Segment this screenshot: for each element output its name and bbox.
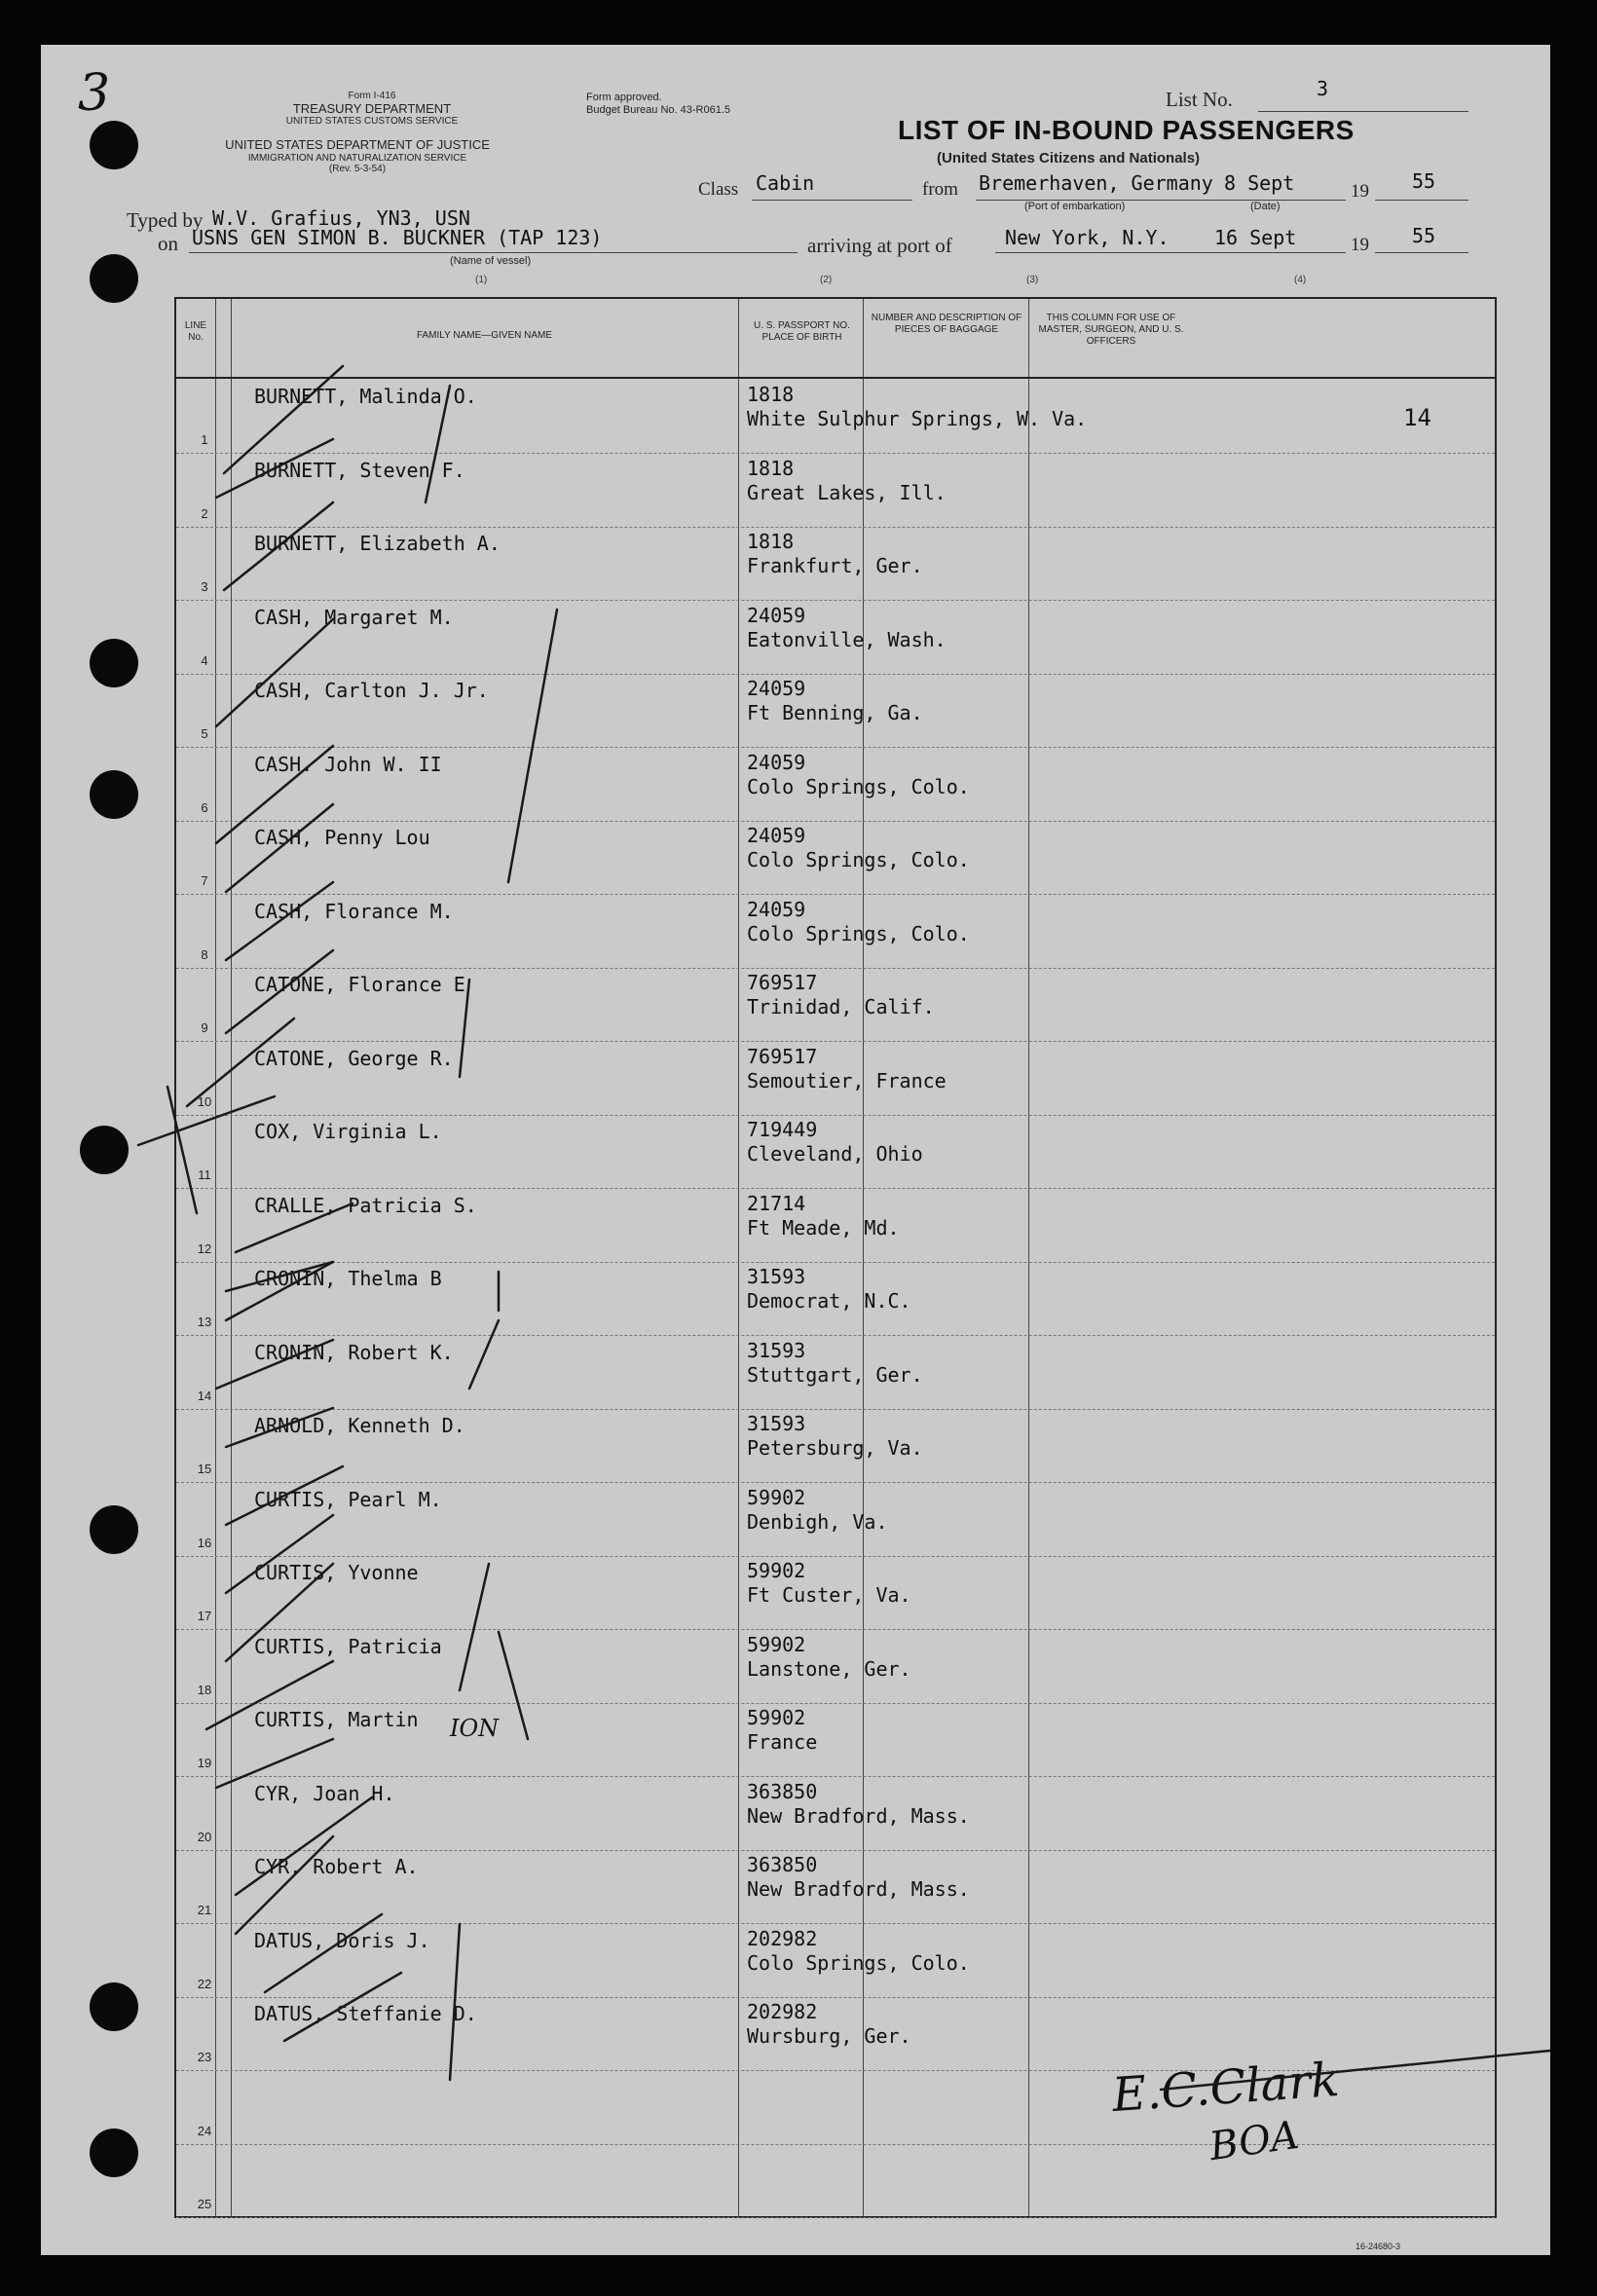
passenger-table: [174, 297, 1497, 2218]
line-number: 24: [197, 2123, 212, 2138]
list-subtitle: (United States Citizens and Nationals): [937, 150, 1201, 167]
line-number: 6: [201, 799, 208, 815]
column-number-1: (1): [475, 275, 488, 285]
header-passport: U. S. PASSPORT NO. PLACE OF BIRTH: [754, 320, 850, 343]
passport-number: 1818: [747, 456, 795, 480]
from-label: from: [922, 179, 958, 200]
line-number: 2: [201, 505, 208, 521]
arrival-year-prefix: 19: [1351, 235, 1369, 255]
header-officers: THIS COLUMN FOR USE OF MASTER, SURGEON, AND U. S. OFFICERS: [1038, 313, 1184, 347]
form-approved: Form approved.: [586, 92, 662, 103]
passenger-name: DATUS, Doris J.: [254, 1928, 430, 1952]
place-of-birth: Wursburg, Ger.: [747, 2024, 911, 2048]
punch-hole: [80, 1126, 129, 1174]
footer-code: 16-24680-3: [1356, 2241, 1401, 2251]
embarkation-port: Bremerhaven, Germany: [979, 171, 1213, 195]
ins-service: IMMIGRATION AND NATURALIZATION SERVICE: [247, 152, 467, 164]
passport-number: 59902: [747, 1706, 806, 1729]
table-row: [176, 1335, 1495, 1410]
passport-number: 31593: [747, 1412, 806, 1435]
passenger-name: CURTIS, Yvonne: [254, 1561, 419, 1584]
passenger-name: CRONIN, Thelma B: [254, 1267, 442, 1290]
passenger-name: DATUS, Steffanie D.: [254, 2002, 477, 2025]
date-caption: (Date): [1250, 201, 1281, 212]
place-of-birth: Ft Meade, Md.: [747, 1215, 900, 1240]
vessel-caption: (Name of vessel): [450, 255, 532, 267]
place-of-birth: Colo Springs, Colo.: [747, 1950, 970, 1975]
table-row: [176, 600, 1495, 675]
passport-number: 1818: [747, 383, 795, 406]
arrival-year: 55: [1412, 224, 1436, 247]
embarkation-caption: (Port of embarkation): [1024, 201, 1126, 212]
line-number: 9: [201, 1020, 208, 1035]
arrival-date: 16 Sept: [1214, 226, 1297, 249]
customs-service: UNITED STATES CUSTOMS SERVICE: [285, 116, 459, 128]
table-row: [176, 747, 1495, 822]
table-row: [176, 1702, 1495, 1777]
passenger-name: BURNETT, Malinda O.: [254, 385, 477, 408]
table-row: [176, 453, 1495, 528]
budget-bureau: Budget Bureau No. 43-R061.5: [586, 103, 730, 116]
column-number-2: (2): [820, 275, 833, 285]
place-of-birth: Frankfurt, Ger.: [747, 554, 923, 577]
table-row: [176, 894, 1495, 969]
header-name: FAMILY NAME—GIVEN NAME: [416, 330, 553, 341]
line-number: 13: [197, 1315, 212, 1329]
justice-block: [163, 138, 552, 175]
line-number: 19: [197, 1756, 212, 1770]
table-row: [176, 820, 1495, 895]
place-of-birth: Stuttgart, Ger.: [747, 1362, 923, 1387]
typed-by-value: W.V. Grafius, YN3, USN: [212, 206, 470, 230]
passport-number: 24059: [747, 750, 806, 774]
justice-dept: UNITED STATES DEPARTMENT OF JUSTICE: [225, 137, 490, 152]
handwritten-initials: BOA: [1207, 2112, 1302, 2170]
year-prefix: 19: [1351, 181, 1369, 202]
passport-number: 24059: [747, 897, 806, 921]
place-of-birth: New Bradford, Mass.: [747, 1877, 970, 1901]
table-row: [176, 1849, 1495, 1924]
passport-number: 59902: [747, 1632, 806, 1656]
line-number: 4: [201, 652, 208, 668]
vessel-name: USNS GEN SIMON B. BUCKNER (TAP 123): [192, 226, 603, 249]
passenger-name: CASH, Penny Lou: [254, 826, 430, 849]
line-number: 12: [197, 1241, 212, 1256]
place-of-birth: Ft Custer, Va.: [747, 1583, 911, 1607]
passenger-name: CURTIS, Patricia: [254, 1634, 442, 1658]
line-number: 8: [201, 946, 208, 962]
place-of-birth: Democrat, N.C.: [747, 1289, 911, 1313]
place-of-birth: Petersburg, Va.: [747, 1436, 923, 1460]
passenger-name: CURTIS, Pearl M.: [254, 1487, 442, 1511]
punch-hole: [90, 639, 138, 687]
line-number: 5: [201, 726, 208, 741]
column-number-3: (3): [1026, 275, 1039, 285]
line-number: 1: [201, 432, 208, 447]
table-row: [176, 1261, 1495, 1336]
passport-number: 24059: [747, 603, 806, 627]
table-row: [176, 1923, 1495, 1998]
departure-date: 8 Sept: [1224, 171, 1295, 195]
place-of-birth: France: [747, 1730, 818, 1754]
passport-number: 202982: [747, 2000, 818, 2023]
place-of-birth: Colo Springs, Colo.: [747, 848, 970, 871]
place-of-birth: Colo Springs, Colo.: [747, 921, 970, 945]
punch-hole: [90, 770, 138, 819]
form-number: Form I-416: [348, 91, 396, 101]
place-of-birth: Ft Benning, Ga.: [747, 701, 923, 724]
officer-note: 14: [1403, 404, 1431, 431]
passport-number: 21714: [747, 1191, 806, 1215]
passenger-name: CASH, Florance M.: [254, 899, 454, 923]
passenger-name: CASH, Carlton J. Jr.: [254, 679, 489, 702]
table-row: [176, 1629, 1495, 1704]
table-row: [176, 1188, 1495, 1263]
line-number: 21: [197, 1903, 212, 1917]
passenger-name: CRALLE, Patricia S.: [254, 1193, 477, 1217]
line-number: 17: [197, 1609, 212, 1623]
passenger-name: CATONE, George R.: [254, 1046, 454, 1070]
punch-hole: [90, 121, 138, 169]
line-number: 25: [197, 2197, 212, 2211]
line-number: 20: [197, 1829, 212, 1844]
passenger-name: COX, Virginia L.: [254, 1120, 442, 1143]
passenger-name: BURNETT, Steven F.: [254, 458, 465, 482]
passport-number: 1818: [747, 530, 795, 553]
line-number: 23: [197, 2050, 212, 2064]
list-number: 3: [1317, 77, 1329, 100]
passport-number: 363850: [747, 1779, 818, 1803]
handwritten-correction: ION: [450, 1715, 500, 1742]
form-header-block: [236, 91, 508, 128]
class-value: Cabin: [756, 171, 815, 195]
passenger-name: CURTIS, Martin: [254, 1708, 419, 1731]
passport-number: 59902: [747, 1559, 806, 1582]
list-title: LIST OF IN-BOUND PASSENGERS: [898, 115, 1355, 145]
passenger-name: ARNOLD, Kenneth D.: [254, 1414, 465, 1437]
punch-hole: [90, 254, 138, 303]
class-label: Class: [698, 179, 739, 200]
header-baggage: NUMBER AND DESCRIPTION OF PIECES OF BAGGAGE: [871, 313, 1022, 335]
line-number: 10: [197, 1093, 212, 1109]
place-of-birth: Semoutier, France: [747, 1068, 947, 1092]
line-number: 14: [197, 1388, 212, 1403]
revision-date: (Rev. 5-3-54): [328, 164, 387, 175]
passenger-name: CASH, Margaret M.: [254, 605, 454, 629]
passenger-name: BURNETT, Elizabeth A.: [254, 532, 501, 555]
line-number: 3: [201, 579, 208, 594]
passport-number: 31593: [747, 1265, 806, 1288]
table-row: [176, 1114, 1495, 1189]
line-number: 15: [197, 1462, 212, 1476]
column-number-4: (4): [1294, 275, 1307, 285]
table-row: [176, 1408, 1495, 1483]
list-no-label: List No.: [1166, 88, 1233, 111]
place-of-birth: Colo Springs, Colo.: [747, 774, 970, 798]
passenger-name: CASH. John W. II: [254, 752, 442, 776]
arrival-port: New York, N.Y.: [1005, 226, 1170, 249]
passport-number: 769517: [747, 971, 818, 994]
arriving-label: arriving at port of: [807, 234, 952, 257]
passport-number: 31593: [747, 1338, 806, 1362]
line-number: 11: [198, 1167, 211, 1182]
treasury-dept: TREASURY DEPARTMENT: [292, 100, 452, 116]
punch-hole: [90, 1505, 138, 1554]
place-of-birth: New Bradford, Mass.: [747, 1803, 970, 1828]
passport-number: 59902: [747, 1485, 806, 1509]
table-row: [176, 379, 1495, 454]
table-row: [176, 1482, 1495, 1557]
departure-year: 55: [1412, 169, 1436, 193]
table-row: [176, 967, 1495, 1042]
passport-number: 24059: [747, 824, 806, 847]
table-row: [176, 673, 1495, 748]
punch-hole: [90, 2129, 138, 2177]
passenger-name: CRONIN, Robert K.: [254, 1340, 454, 1364]
place-of-birth: Great Lakes, Ill.: [747, 480, 947, 504]
table-row: [176, 1555, 1495, 1630]
handwritten-signature: E.C.Clark: [1110, 2052, 1341, 2124]
place-of-birth: Trinidad, Calif.: [747, 995, 935, 1018]
table-row: [176, 526, 1495, 601]
place-of-birth: Eatonville, Wash.: [747, 627, 947, 651]
line-number: 22: [197, 1976, 212, 1991]
table-row: [176, 1041, 1495, 1116]
corner-mark: 3: [78, 64, 111, 123]
typed-by-label: Typed by: [127, 208, 204, 232]
place-of-birth: Cleveland, Ohio: [747, 1142, 923, 1166]
punch-hole: [90, 1982, 138, 2031]
table-row: [176, 1776, 1495, 1851]
place-of-birth: White Sulphur Springs, W. Va.: [747, 407, 1088, 430]
place-of-birth: Denbigh, Va.: [747, 1509, 888, 1534]
place-of-birth: Lanstone, Ger.: [747, 1656, 911, 1681]
passenger-name: CYR, Robert A.: [254, 1855, 419, 1878]
line-number: 7: [201, 873, 208, 888]
on-label: on: [158, 232, 178, 255]
passport-number: 202982: [747, 1926, 818, 1950]
header-line-no: LINE No.: [184, 320, 207, 343]
approval-block: [586, 92, 730, 116]
passenger-name: CATONE, Florance E: [254, 973, 465, 996]
line-number: 16: [197, 1535, 212, 1550]
line-number: 18: [197, 1682, 212, 1697]
passport-number: 24059: [747, 677, 806, 700]
passport-number: 769517: [747, 1044, 818, 1068]
passport-number: 363850: [747, 1853, 818, 1876]
passport-number: 719449: [747, 1118, 818, 1141]
document-sheet: [41, 45, 1550, 2255]
passenger-name: CYR, Joan H.: [254, 1781, 395, 1805]
